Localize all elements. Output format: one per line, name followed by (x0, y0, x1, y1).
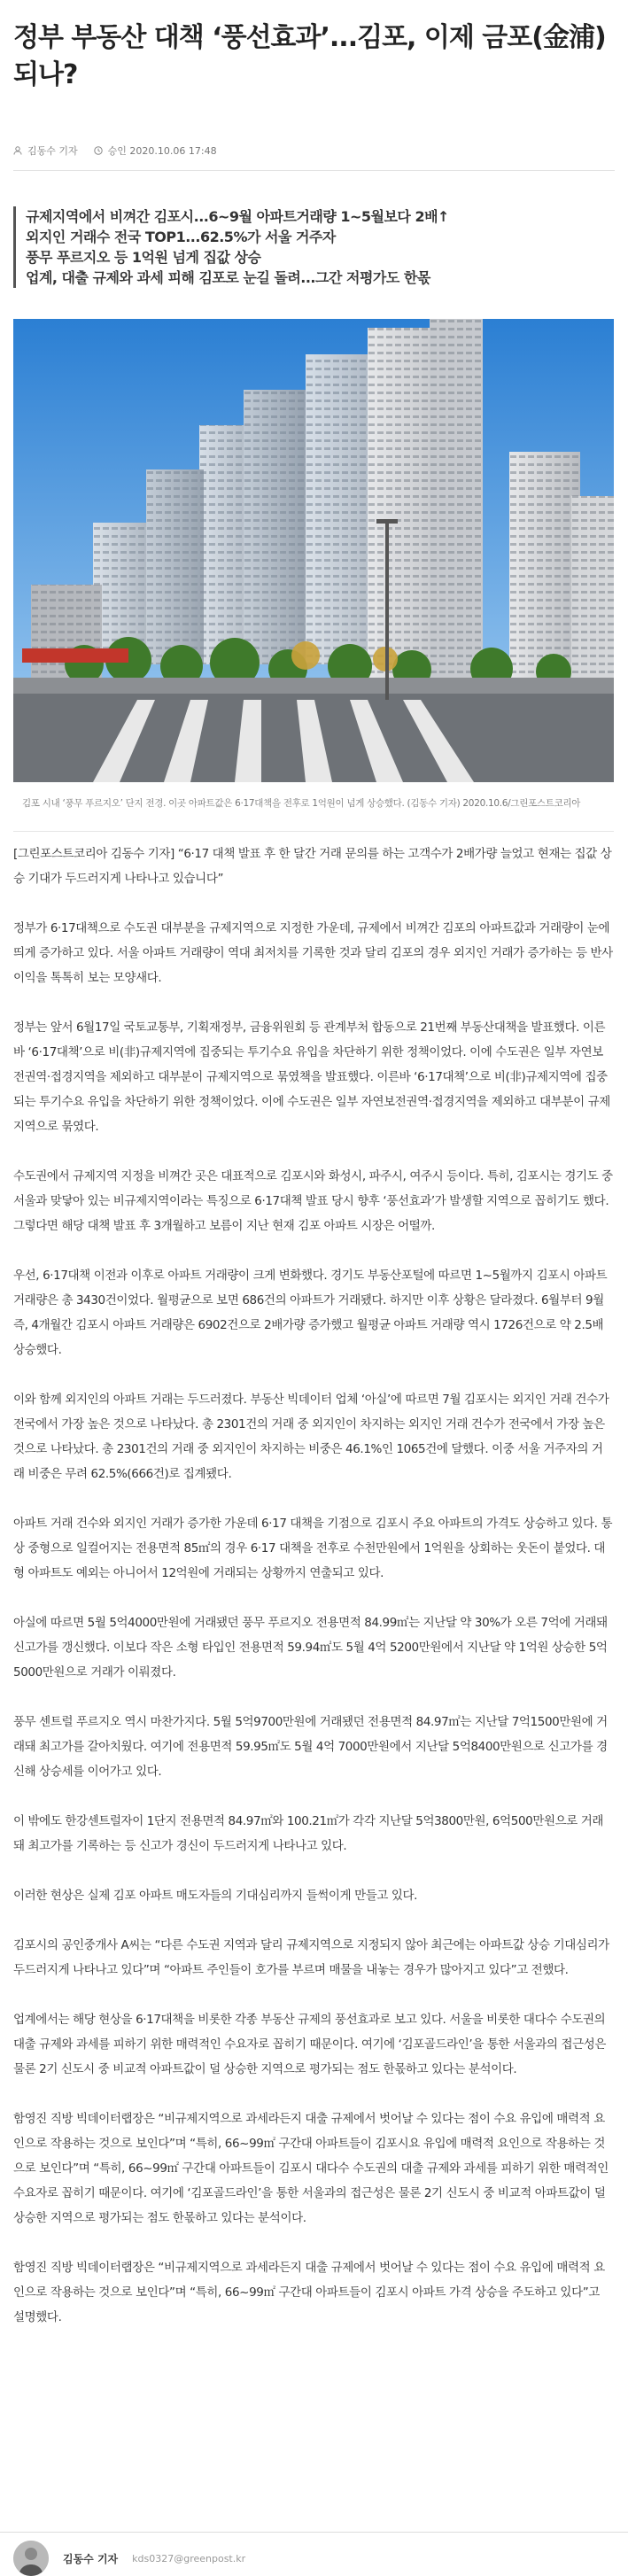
article-paragraph: 이 밖에도 한강센트럴자이 1단지 전용면적 84.97㎡와 100.21㎡가 각각 지난달 5억3800만원, 6억500만원으로 거래돼 최고가를 기록하는 등 신고가 경신이 두드러지게 나타나고 있다. (13, 1814, 604, 1853)
article-paragraph: 정부가 6·17대책으로 수도권 대부분을 규제지역으로 지정한 가운데, 규제에서 비껴간 김포의 아파트값과 거래량이 눈에 띄게 증가하고 있다. 서울 아파트 거래량이 역대 최저치를 기록한 것과 달리 김포의 경우 외지인 거래가 증가하는 등 반사이익을 톡톡히 보는 모양새다. (13, 921, 613, 985)
author-name: 김동수 기자 (27, 145, 78, 157)
article-paragraph: 정부는 앞서 6월17일 국토교통부, 기획재정부, 금융위원회 등 관계부처 합동으로 21번째 부동산대책을 발표했다. 이른바 ‘6·17대책’으로 비(非)규제지역에 집중되는 투기수요 유입을 차단하기 위한 정책이었다. 이에 수도권은 일부 자연보전권역·접경지역을 제외하고 대부분이 규제지역으로 묶였책을 발표했다. 이른바 ‘6·17대책’으로 비(非)규제지역에 집중되는 투기수요 유입을 차단하기 위한 정책이었다. 이에 수도권은 일부 자연보전권역·접경지역을 제외하고 대부분이 규제지역으로 묶였다. (13, 1020, 610, 1134)
byline-divider (0, 2532, 628, 2533)
article-paragraph: 우선, 6·17대책 이전과 이후로 아파트 거래량이 크게 변화했다. 경기도 부동산포털에 따르면 1~5월까지 김포시 아파트 거래량은 총 3430건이었다. 월평균으로 보면 686건의 아파트가 거래됐다. 하지만 이후 상황은 달라졌다. 6월부터 9월 즉, 4개월간 김포시 아파트 거래량은 6902건으로 2배가량 증가했고 월평균 아파트 거래량 역시 1726건으로 약 2.5배 상승했다. (13, 1269, 608, 1357)
article-meta (13, 140, 615, 161)
clock-icon (94, 146, 103, 155)
caption-divider (13, 831, 614, 832)
article-photo (13, 319, 614, 782)
article-paragraph: 아실에 따르면 5월 5억4000만원에 거래됐던 풍무 푸르지오 전용면적 84.99㎡는 지난달 약 30%가 오른 7억에 거래돼 신고가를 갱신했다. 이보다 작은 소형 타입인 전용면적 59.94㎡도 5월 4억 5200만원에서 지난달 약 1억원 상승한 5억5000만원으로 거래가 이뤄졌다. (13, 1616, 608, 1680)
article-title: 정부 부동산 대책 ‘풍선효과’...김포, 이제 금포(金浦) 되나? (13, 22, 606, 90)
author-meta[interactable] (13, 144, 78, 158)
byline-author-name[interactable]: 김동수 기자 (63, 2552, 119, 2565)
meta-divider (13, 170, 615, 171)
article-paragraph: 아파트 거래 건수와 외지인 거래가 증가한 가운데 6·17 대책을 기점으로 김포시 주요 아파트의 가격도 상승하고 있다. 통상 중형으로 일컬어지는 전용면적 85㎡의 경우 6·17 대책을 전후로 수천만원에서 1억원을 상회하는 웃돈이 붙었다. 대형 아파트도 예외는 아니어서 12억원에 거래되는 상황까지 연출되고 있다. (13, 1517, 613, 1580)
byline-author-email[interactable]: kds0327@greenpost.kr (132, 2552, 246, 2564)
article-paragraph: 이와 함께 외지인의 아파트 거래는 두드러졌다. 부동산 빅데이터 업체 ‘아실’에 따르면 7월 김포시는 외지인 거래 건수가 전국에서 가장 높은 것으로 나타났다. 총 2301건의 거래 중 외지인이 차지하는 외지인 거래 건수가 전국에서 가장 높은 것으로 나타났다. 총 2301건의 거래 중 외지인이 차지하는 비중은 46.1%인 1065건에 달했다. 이중 서울 거주자의 거래 비중은 무려 62.5%(666건)로 집계됐다. (13, 1393, 609, 1481)
article-paragraph: [그린포스트코리아 김동수 기자] “6·17 대책 발표 후 한 달간 거래 문의를 하는 고객수가 2배가량 늘었고 현재는 집값 상승 기대가 두드러지게 나타나고 있습니다” (13, 847, 612, 886)
approved-date: 승인 2020.10.06 17:48 (107, 145, 217, 157)
article-paragraph: 이러한 현상은 실제 김포 아파트 매도자들의 기대심리까지 들썩이게 만들고 있다. (13, 1889, 418, 1903)
article-paragraph: 풍무 센트럴 푸르지오 역시 마찬가지다. 5월 5억9700만원에 거래됐던 전용면적 84.97㎡는 지난달 7억1500만원에 거래돼 최고가를 갈아치웠다. 여기에 전용면적 59.95㎡도 5월 4억 7000만원에서 지난달 5억8400만원으로 신고가를 경신해 상승세를 이어가고 있다. (13, 1715, 608, 1779)
person-icon (13, 146, 22, 155)
article-body (13, 842, 614, 2355)
article-paragraph: 김포시의 공인중개사 A씨는 “다른 수도권 지역과 달리 규제지역으로 지정되지 않아 최근에는 아파트값 상승 기대심리가 두드러지게 나타나고 있다”며 “아파트 주인들이 호가를 부르며 매물을 내놓는 경우가 많아지고 있다”고 전했다. (13, 1938, 609, 1977)
summary-line: 업계, 대출 규제와 과세 피해 김포로 눈길 돌려...그간 저평가도 한몫 (26, 269, 430, 286)
date-meta (94, 144, 217, 158)
photo-caption: 김포 시내 ‘풍무 푸르지오’ 단지 전경. 이곳 아파트값은 6·17대책을 전후로 1억원이 넘게 상승했다. (김동수 기자) 2020.10.6/그린포스트코리아 (22, 798, 581, 809)
avatar-person-icon (13, 2541, 49, 2576)
author-avatar[interactable] (13, 2541, 49, 2576)
apartment-complex-illustration (13, 319, 614, 782)
article-paragraph: 수도권에서 규제지역 지정을 비껴간 곳은 대표적으로 김포시와 화성시, 파주시, 여주시 등이다. 특히, 김포시는 경기도 중 서울과 맞닿아 있는 비규제지역이라는 특징으로 6·17대책 발표 당시 향후 ‘풍선효과’가 발생할 지역으로 꼽히기도 했다. 그렇다면 해당 대책 발표 후 3개월하고 보름이 지난 현재 김포 아파트 시장은 어떨까. (13, 1169, 613, 1233)
article-summary (13, 206, 615, 288)
summary-line: 외지인 거래수 전국 TOP1...62.5%가 서울 거주자 (26, 229, 336, 245)
article-paragraph: 함영진 직방 빅데이터랩장은 “비규제지역으로 과세라든지 대출 규제에서 벗어날 수 있다는 점이 수요 유입에 매력적 요인으로 작용하는 것으로 보인다”며 “특히, 66~99㎡ 구간대 아파트들이 김포시요 유입에 매력적 요인으로 작용하는 것으로 보인다”며 “특히, 66~99㎡ 구간대 아파트들이 김포시 대다수 수도권의 대출 규제와 과세를 피하기 위한 매력적인 수요자로 꼽히기 때문이다. 여기에 ‘김포골드라인’을 통한 서울과의 접근성은 물론 2기 신도시 중 비교적 아파트값이 덜 상승한 지역으로 평가되는 점도 한몫하고 있다는 분석이다. (13, 2112, 609, 2225)
summary-line: 풍무 푸르지오 등 1억원 넘게 집값 상승 (26, 249, 261, 266)
article-paragraph: 업계에서는 해당 현상을 6·17대책을 비롯한 각종 부동산 규제의 풍선효과로 보고 있다. 서울을 비롯한 대다수 수도권의 대출 규제와 과세를 피하기 위한 매력적인 수요자로 꼽히기 때문이다. 여기에 ‘김포골드라인’을 통한 서울과의 접근성은 물론 2기 신도시 중 비교적 아파트값이 덜 상승한 지역으로 평가되는 점도 한몫하고 있다는 분석이다. (13, 2013, 607, 2076)
author-byline (13, 2541, 245, 2576)
article-paragraph: 함영진 직방 빅데이터랩장은 “비규제지역으로 과세라든지 대출 규제에서 벗어날 수 있다는 점이 수요 유입에 매력적 요인으로 작용하는 것으로 보인다”며 “특히, 66~99㎡ 구간대 아파트들이 김포시 아파트 가격 상승을 주도하고 있다”고 설명했다. (13, 2261, 605, 2324)
summary-line: 규제지역에서 비껴간 김포시...6~9월 아파트거래량 1~5월보다 2배↑ (26, 208, 449, 225)
